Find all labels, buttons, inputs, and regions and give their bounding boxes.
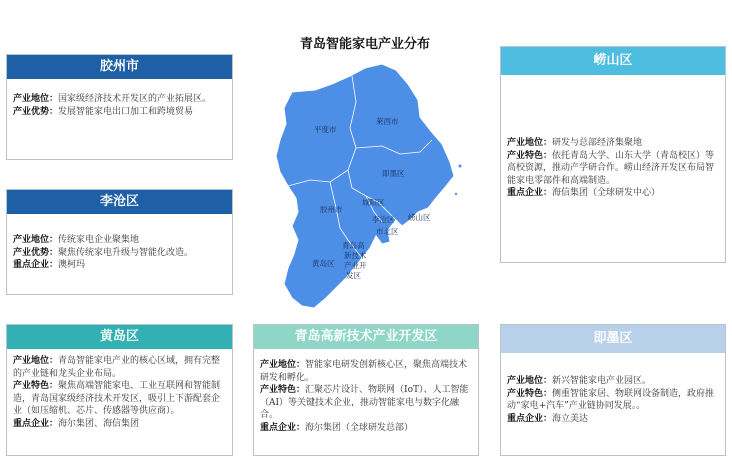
jimo-line-1: 产业地位：新兴智能家电产业园区。 bbox=[507, 376, 652, 386]
map-label-huangdao: 黄岛区 bbox=[312, 259, 335, 268]
licang-line-1: 产业地位：传统家电企业聚集地 bbox=[13, 235, 140, 245]
jiaozhou-line-2: 产业优势：发展智能家电出口加工和跨境贸易 bbox=[13, 106, 194, 117]
hitech-line-3: 重点企业：海尔集团（全球研发总部） bbox=[260, 422, 414, 433]
card-huangdao bbox=[6, 324, 233, 456]
map-label-laixi: 莱西市 bbox=[376, 117, 399, 126]
map-label-jimo: 即墨区 bbox=[382, 169, 405, 178]
jimo-line-3: 重点企业：海立美达 bbox=[507, 413, 589, 424]
card-laoshan-title: 崂山区 bbox=[501, 47, 725, 75]
card-jiaozhou-title: 胶州市 bbox=[7, 55, 232, 79]
laoshan-line-1: 产业地位：研发与总部经济集聚地 bbox=[507, 138, 643, 148]
hitech-line-1: 产业地位：智能家电研发创新核心区，聚焦高端技术研发和孵化。 bbox=[260, 360, 468, 383]
map-label-jiaozhou: 胶州市 bbox=[320, 205, 343, 214]
map-label-hitech-4: 发区 bbox=[346, 271, 361, 280]
hitech-line-2: 产业特色：汇聚芯片设计、物联网（IoT）、人工智能（AI）等关键技术企业，推动智能家电与数字化融合。 bbox=[260, 385, 469, 420]
card-licang bbox=[6, 189, 233, 295]
card-hitech bbox=[253, 324, 479, 456]
card-laoshan bbox=[500, 46, 726, 263]
map-label-hitech-1: 青岛高 bbox=[342, 241, 365, 250]
huangdao-line-3: 重点企业：海尔集团、海信集团 bbox=[13, 418, 140, 429]
huangdao-line-2: 产业特色：聚焦高端智能家电、工业互联网和智能制造，青岛国家级经济技术开发区，吸引上下游配套企业（如压缩机、芯片、传感器等供应商）。 bbox=[13, 381, 221, 416]
card-licang-title: 李沧区 bbox=[7, 190, 232, 214]
jimo-line-2: 产业特色：侧重智能家居、物联网设备制造，政府推动“家电+汽车”产业链协同发展。。 bbox=[507, 388, 715, 411]
map-islet bbox=[455, 193, 457, 195]
qingdao-district-map bbox=[270, 62, 470, 317]
huangdao-line-1: 产业地位：青岛智能家电产业的核心区域，拥有完整的产业链和龙头企业布局。 bbox=[13, 356, 221, 379]
map-label-pingdu: 平度市 bbox=[314, 125, 337, 134]
laoshan-line-3: 重点企业：海信集团（全球研发中心） bbox=[507, 188, 661, 198]
map-label-shibei: 市北区 bbox=[376, 227, 399, 236]
licang-line-3: 重点企业：澳柯玛 bbox=[13, 260, 86, 270]
map-label-chengyang: 城阳区 bbox=[362, 198, 385, 207]
card-huangdao-title: 黄岛区 bbox=[7, 325, 232, 349]
laoshan-line-2: 产业特色：依托青岛大学、山东大学（青岛校区）等高校资源，推动产学研合作。崂山经济开发区布局智能家电零部件和高端制造。 bbox=[507, 150, 715, 186]
licang-line-2: 产业优势：聚焦传统家电升级与智能化改造。 bbox=[13, 247, 194, 258]
card-jiaozhou bbox=[6, 54, 233, 160]
map-islet bbox=[459, 165, 462, 168]
map-label-hitech-2: 新技术 bbox=[344, 251, 367, 260]
jiaozhou-line-1: 产业地位：国家级经济技术开发区的产业拓展区。 bbox=[13, 94, 212, 104]
map-label-hitech-3: 产业开 bbox=[344, 261, 367, 270]
qingdao-outline bbox=[276, 64, 454, 308]
page-title: 青岛智能家电产业分布 bbox=[299, 37, 430, 52]
card-jimo-title: 即墨区 bbox=[501, 325, 725, 353]
card-hitech-title: 青岛高新技术产业开发区 bbox=[254, 325, 478, 349]
map-label-laoshan: 崂山区 bbox=[408, 213, 431, 222]
map-label-licang: 李沧区 bbox=[372, 215, 395, 224]
card-jimo bbox=[500, 324, 726, 456]
